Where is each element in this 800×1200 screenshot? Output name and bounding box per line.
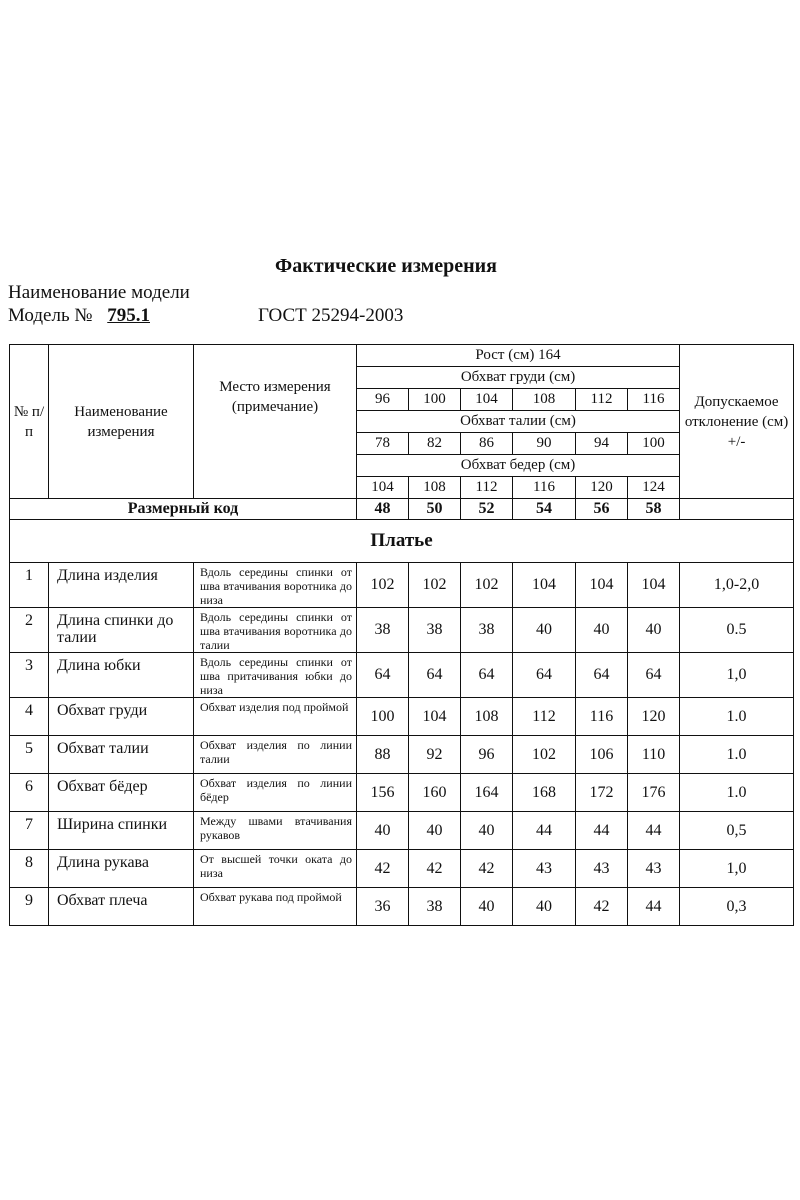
model-name-label: Наименование модели — [8, 282, 190, 303]
measurement-value: 64 — [409, 653, 461, 698]
model-number-line — [8, 305, 164, 327]
measurement-value: 38 — [461, 608, 513, 653]
measurement-value: 64 — [628, 653, 680, 698]
waist-size-cell: 78 — [357, 433, 409, 455]
hips-size-cell: 120 — [576, 477, 628, 499]
chest-size-cell: 104 — [461, 389, 513, 411]
tolerance-value: 0.5 — [680, 608, 794, 653]
measurement-value: 43 — [628, 850, 680, 888]
measurement-value: 88 — [357, 736, 409, 774]
waist-label: Обхват талии (см) — [357, 411, 680, 433]
chest-size-cell: 100 — [409, 389, 461, 411]
measurement-value: 102 — [461, 563, 513, 608]
measurement-value: 120 — [628, 698, 680, 736]
measurement-value: 40 — [576, 608, 628, 653]
page-title: Фактические измерения — [275, 255, 497, 277]
chest-size-cell: 116 — [628, 389, 680, 411]
table-row — [10, 653, 794, 698]
measurement-value: 102 — [357, 563, 409, 608]
standard-label: ГОСТ 25294-2003 — [258, 305, 404, 326]
measurement-value: 40 — [357, 812, 409, 850]
table-row — [10, 774, 794, 812]
measurement-name: Ширина спинки — [49, 812, 194, 850]
col-header-name: Наименование измерения — [49, 345, 194, 499]
section-title: Платье — [10, 520, 794, 563]
measurement-value: 104 — [409, 698, 461, 736]
measurement-value: 100 — [357, 698, 409, 736]
measurement-value: 38 — [409, 608, 461, 653]
size-code-cell: 52 — [461, 499, 513, 520]
measurement-value: 64 — [461, 653, 513, 698]
measurement-value: 104 — [576, 563, 628, 608]
height-label: Рост (см) 164 — [357, 345, 680, 367]
size-code-cell: 54 — [513, 499, 576, 520]
measurement-value: 156 — [357, 774, 409, 812]
waist-size-cell: 100 — [628, 433, 680, 455]
tolerance-value: 0,3 — [680, 888, 794, 926]
measurement-place: Обхват изделия по линии бёдер — [194, 774, 357, 812]
measurement-value: 44 — [628, 812, 680, 850]
measurement-name: Длина изделия — [49, 563, 194, 608]
model-no-value: 795.1 — [107, 305, 150, 326]
hips-size-cell: 104 — [357, 477, 409, 499]
measurement-name: Обхват талии — [49, 736, 194, 774]
measurement-value: 64 — [576, 653, 628, 698]
tolerance-value: 1.0 — [680, 736, 794, 774]
table-row — [10, 698, 794, 736]
measurement-value: 42 — [461, 850, 513, 888]
measurement-name: Длина рукава — [49, 850, 194, 888]
measurement-value: 44 — [576, 812, 628, 850]
measurement-place: Между швами втачивания рукавов — [194, 812, 357, 850]
measurement-place: Обхват изделия под проймой — [194, 698, 357, 736]
table-row — [10, 888, 794, 926]
table-row — [10, 563, 794, 608]
measurement-value: 44 — [513, 812, 576, 850]
measurement-place: Вдоль середины спинки от шва притачивания юбки до низа — [194, 653, 357, 698]
measurement-place: Обхват рукава под проймой — [194, 888, 357, 926]
measurement-value: 108 — [461, 698, 513, 736]
row-number: 1 — [10, 563, 49, 608]
measurement-value: 92 — [409, 736, 461, 774]
measurement-name: Обхват плеча — [49, 888, 194, 926]
tolerance-value: 1,0 — [680, 850, 794, 888]
measurement-value: 160 — [409, 774, 461, 812]
chest-size-cell: 96 — [357, 389, 409, 411]
measurement-value: 38 — [409, 888, 461, 926]
measurement-value: 106 — [576, 736, 628, 774]
hips-size-cell: 108 — [409, 477, 461, 499]
measurement-name: Обхват груди — [49, 698, 194, 736]
col-header-place: Место измерения (примечание) — [194, 345, 357, 499]
size-code-label: Размерный код — [10, 499, 357, 520]
hips-size-cell: 112 — [461, 477, 513, 499]
col-header-no: № п/п — [10, 345, 49, 499]
size-code-cell: 50 — [409, 499, 461, 520]
measurement-value: 42 — [409, 850, 461, 888]
measurement-value: 104 — [628, 563, 680, 608]
waist-size-cell: 90 — [513, 433, 576, 455]
measurement-value: 116 — [576, 698, 628, 736]
measurement-value: 40 — [628, 608, 680, 653]
size-code-cell: 58 — [628, 499, 680, 520]
measurement-value: 43 — [513, 850, 576, 888]
table-row — [10, 850, 794, 888]
row-number: 3 — [10, 653, 49, 698]
measurement-value: 42 — [576, 888, 628, 926]
measurement-value: 102 — [513, 736, 576, 774]
measurement-place: От высшей точки оката до низа — [194, 850, 357, 888]
measurement-value: 168 — [513, 774, 576, 812]
chest-size-cell: 112 — [576, 389, 628, 411]
table-row — [10, 608, 794, 653]
measurement-value: 42 — [357, 850, 409, 888]
chest-label: Обхват груди (см) — [357, 367, 680, 389]
measurement-value: 40 — [461, 888, 513, 926]
measurement-value: 110 — [628, 736, 680, 774]
measurement-value: 102 — [409, 563, 461, 608]
tolerance-value: 1.0 — [680, 698, 794, 736]
measurement-value: 104 — [513, 563, 576, 608]
measurement-place: Вдоль середины спинки от шва втачивания воротника до талии — [194, 608, 357, 653]
measurement-place: Обхват изделия по линии талии — [194, 736, 357, 774]
row-number: 8 — [10, 850, 49, 888]
measurement-value: 40 — [513, 608, 576, 653]
measurement-value: 176 — [628, 774, 680, 812]
row-number: 6 — [10, 774, 49, 812]
measurement-value: 64 — [357, 653, 409, 698]
size-code-cell: 56 — [576, 499, 628, 520]
waist-size-cell: 86 — [461, 433, 513, 455]
measurement-value: 43 — [576, 850, 628, 888]
measurement-name: Длина юбки — [49, 653, 194, 698]
measurement-value: 64 — [513, 653, 576, 698]
hips-size-cell: 124 — [628, 477, 680, 499]
table-row — [10, 736, 794, 774]
hips-size-cell: 116 — [513, 477, 576, 499]
measurement-value: 38 — [357, 608, 409, 653]
row-number: 7 — [10, 812, 49, 850]
row-number: 5 — [10, 736, 49, 774]
table-row — [10, 812, 794, 850]
measurement-value: 40 — [461, 812, 513, 850]
measurement-value: 112 — [513, 698, 576, 736]
measurement-name: Обхват бёдер — [49, 774, 194, 812]
col-header-tolerance: Допускаемое отклонение (см) +/- — [680, 345, 794, 499]
model-no-label: Модель № — [8, 305, 93, 326]
size-code-tolerance-cell — [680, 499, 794, 520]
size-code-cell: 48 — [357, 499, 409, 520]
tolerance-value: 1,0 — [680, 653, 794, 698]
measurement-name: Длина спинки до талии — [49, 608, 194, 653]
measurement-value: 164 — [461, 774, 513, 812]
measurement-value: 40 — [513, 888, 576, 926]
row-number: 9 — [10, 888, 49, 926]
row-number: 4 — [10, 698, 49, 736]
row-number: 2 — [10, 608, 49, 653]
measurement-value: 40 — [409, 812, 461, 850]
measurement-value: 96 — [461, 736, 513, 774]
waist-size-cell: 94 — [576, 433, 628, 455]
measurement-value: 44 — [628, 888, 680, 926]
tolerance-value: 1.0 — [680, 774, 794, 812]
measurement-value: 172 — [576, 774, 628, 812]
tolerance-value: 0,5 — [680, 812, 794, 850]
measurements-table — [9, 344, 794, 926]
chest-size-cell: 108 — [513, 389, 576, 411]
measurement-value: 36 — [357, 888, 409, 926]
waist-size-cell: 82 — [409, 433, 461, 455]
tolerance-value: 1,0-2,0 — [680, 563, 794, 608]
hips-label: Обхват бедер (см) — [357, 455, 680, 477]
measurement-place: Вдоль середины спинки от шва втачивания воротника до низа — [194, 563, 357, 608]
